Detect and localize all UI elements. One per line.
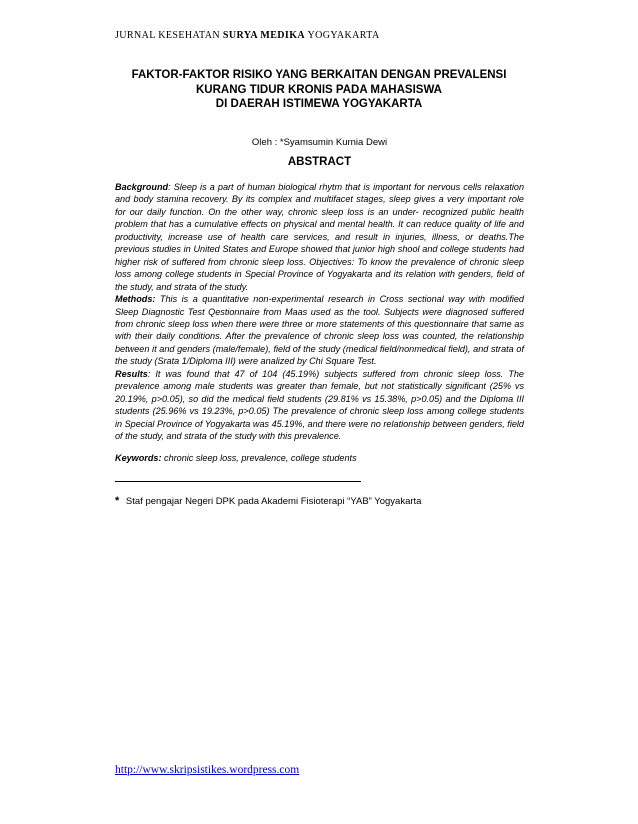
- abstract-results: [115, 368, 524, 443]
- results-text: : It was found that 47 of 104 (45.19%) subjects suffered from chronic sleep loss. The prevalence among male students was greater than female, but not statistically significant (25% vs 20.19%, p>0.05), so did the medical field students (29.81% vs 15.38%, p>0.05) and the Diploma III students (25.96% vs 19.23%, p>0.05) The prevalence of chronic sleep loss among college students in Special Province of Yogyakarta was 45.19%, and there were no relationship between genders, field of the study, and strata of the study with this prevalence.: [115, 368, 524, 442]
- keywords: [115, 452, 385, 465]
- abstract-heading: ABSTRACT: [287, 156, 352, 168]
- footer-url-link[interactable]: http://www.skripsistikes.wordpress.com: [115, 764, 300, 776]
- methods-label: Methods:: [115, 294, 156, 305]
- background-text: : Sleep is a part of human biological rhytm that is important for nervous cells relaxation and body stamina recovery. By its complex and multifacet stages, sleep gives a very important role for our daily function. On the other way, chronic sleep loss is an under- recognized public health problem that has a cumulative effects on physical and mental health. It can reduce quality of life and productivity, increase use of health care services, and result in injuries, illness, or deaths.The previous studies in United States and Europe showed that junior high shool and college students had higher risk of suffered from chronic sleep loss. Objectives: To know the prevalence of chronic sleep loss among college students in Special Province of Yogyakarta and its relation with genders, field of the study, and strata of the study.: [115, 182, 524, 292]
- abstract-background: [115, 181, 524, 293]
- footnote-divider: [115, 481, 361, 482]
- results-label: Results: [115, 368, 148, 379]
- abstract-methods: [115, 293, 524, 368]
- paper-title-line-3: DI DAERAH ISTIMEWA YOGYAKARTA: [215, 98, 423, 110]
- journal-header-suffix: YOGYAKARTA: [307, 30, 380, 41]
- paper-title-line-2: KURANG TIDUR KRONIS PADA MAHASISWA: [196, 83, 442, 96]
- keywords-label: Keywords:: [115, 453, 162, 463]
- journal-header-prefix: JURNAL KESEHATAN: [115, 30, 220, 41]
- author-line: Oleh : *Syamsumin Kurnia Dewi: [251, 137, 388, 148]
- background-label: Background: [115, 182, 169, 192]
- journal-header-name: SURYA MEDIKA: [222, 30, 306, 41]
- footnote-mark: *: [115, 495, 120, 507]
- footnote: [115, 495, 524, 507]
- keywords-text: chronic sleep loss, prevalence, college students: [161, 453, 357, 463]
- abstract-body: [115, 181, 524, 443]
- methods-text: This is a quantitative non-experimental research in Cross sectional way with modified Sleep Diagnostic Test Qestionnaire from Maas used as the tool. Subjects were diagnosed suffered from chronic sleep loss when there were three or more statements of this questionnaire that same as with their daily conditions. After the prevalence of chronic sleep loss was counted, the relationship between it and genders (male/female), field of the study (medical field/nonmedical field), and strata of the study (Srata 1/Diploma III) were analized by Chi Square Test.: [115, 294, 524, 367]
- paper-title-line-1: FAKTOR-FAKTOR RISIKO YANG BERKAITAN DENGAN PREVALENSI: [131, 69, 507, 81]
- journal-header: [115, 30, 380, 41]
- paper-title: [110, 68, 528, 112]
- footnote-text: Staf pengajar Negeri DPK pada Akademi Fisioterapi “YAB” Yogyakarta: [125, 496, 422, 507]
